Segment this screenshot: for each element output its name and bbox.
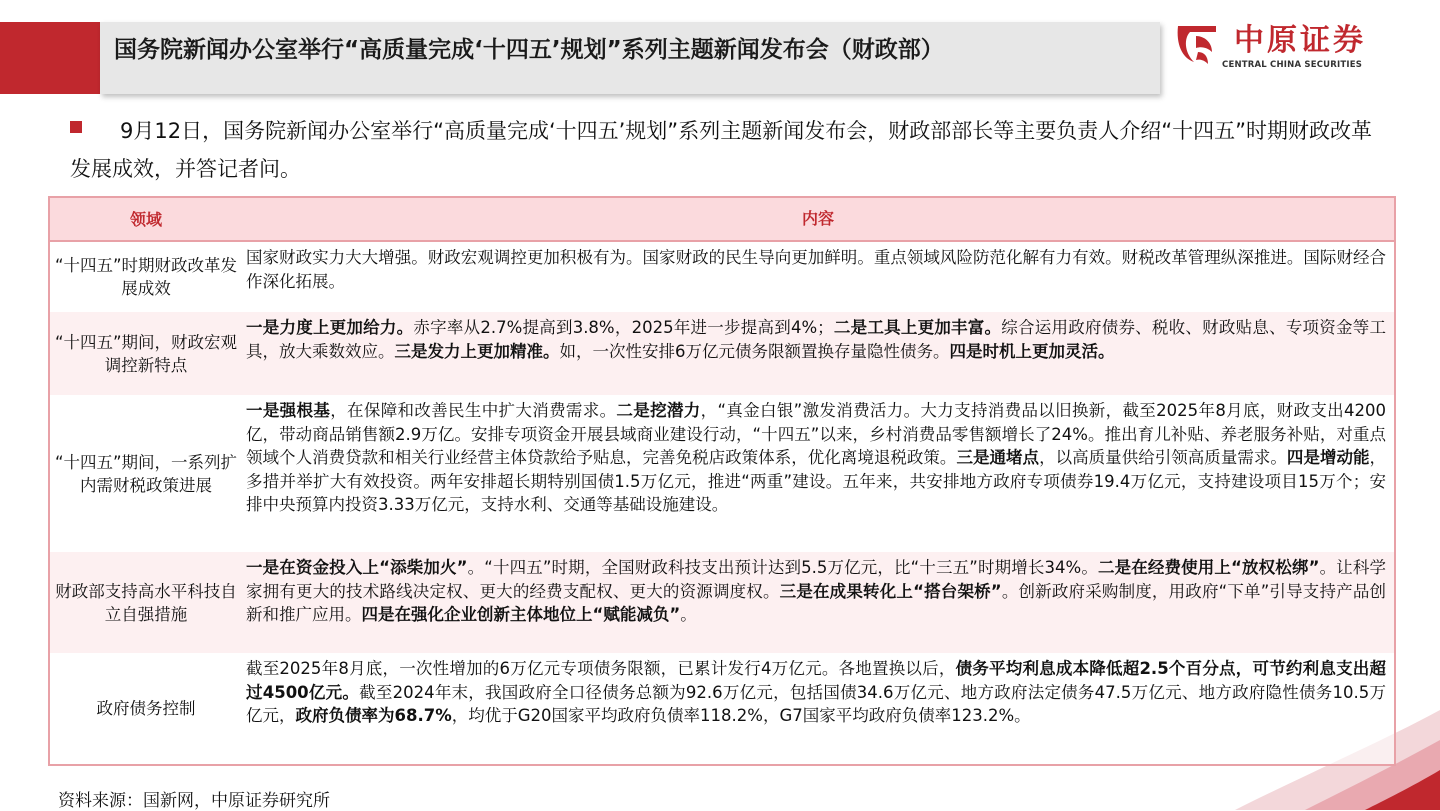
header-field: 领域 (129, 209, 162, 229)
logo-chinese-name: 中原证券 (1234, 23, 1366, 58)
text-segment: ，在保障和改善民生中扩大消费需求。 (330, 401, 617, 420)
policy-table (48, 196, 1396, 766)
bold-text-segment: 三是发力上更加精准。 (394, 341, 560, 361)
intro-paragraph: 9月12日，国务院新闻办公室举行“高质量完成‘十四五’规划”系列主题新闻发布会，财政部部长等主要负责人介绍“十四五”时期财政改革发展成效，并答记者问。 (70, 119, 1372, 181)
table-row (50, 395, 1394, 552)
bold-text-segment: 四是在强化企业创新主体地位上“赋能减负” (361, 605, 681, 624)
bold-text-segment: 政府负债率为68.7% (295, 706, 452, 725)
bold-text-segment: 四是时机上更加灵活。 (949, 341, 1115, 361)
row-content (242, 312, 1394, 395)
table-row (50, 653, 1394, 764)
bold-text-segment: 一是在资金投入上“添柴加火” (246, 558, 468, 577)
text-segment: 。“十四五”时期，全国财政科技支出预计达到5.5万亿元，比“十三五”时期增长34%。 (467, 558, 1098, 577)
row-field: “十四五”期间，财政宏观调控新特点 (54, 332, 238, 375)
bold-text-segment: 三是通堵点 (956, 448, 1040, 467)
bold-text-segment: 二是挖潜力 (616, 401, 701, 420)
logo-english-name: CENTRAL CHINA SECURITIES (1222, 60, 1363, 70)
logo-mark-icon (1172, 22, 1222, 70)
bold-text-segment: 一是强根基 (246, 401, 331, 420)
text-segment: ，以高质量供给引领高质量需求。 (1039, 448, 1287, 467)
table-row (50, 242, 1394, 312)
header-accent-block (0, 22, 100, 94)
table-header-row (50, 198, 1394, 242)
row-field: 政府债务控制 (96, 699, 196, 718)
bold-text-segment: 二是工具上更加丰富。 (833, 318, 1002, 337)
bold-text-segment: 二是在经费使用上“放权松绑” (1097, 558, 1320, 577)
text-segment: 截至2024年末，我国政府全口径债务总额为92.6万亿元，包括国债34.6万亿元、地方政府法定债务47.5万亿元、地方政府隐性债务10.5万亿元， (246, 682, 1386, 725)
table-row (50, 312, 1394, 395)
text-segment: 。 (680, 605, 697, 624)
bold-text-segment: 债务平均利息成本降低超2.5个百分点，可节约利息支出超过4500亿元。 (246, 659, 1386, 702)
bold-text-segment: 三是在成果转化上“搭台架桥” (779, 581, 1002, 601)
bold-text-segment: 一是力度上更加给力。 (246, 318, 414, 337)
row-content (242, 242, 1394, 312)
company-logo (1172, 22, 1412, 74)
text-segment: ，多措并举扩大有效投资。两年安排超长期特别国债1.5万亿元，推进“两重”建设。五年来，共安排地方政府专项债券19.4万亿元，支持建设项目15万个；安排中央预算内投资3.33万亿元，支持水利、交通等基础设施建设。 (246, 448, 1387, 514)
row-field: “十四五”时期财政改革发展成效 (54, 256, 238, 298)
row-content (242, 552, 1394, 653)
row-content (242, 395, 1394, 552)
text-segment: ，均优于G20国家平均政府负债率118.2%，G7国家平均政府负债率123.2%。 (451, 706, 1031, 725)
text-segment: 如，一次性安排6万亿元债务限额置换存量隐性债务。 (559, 341, 950, 361)
bold-text-segment: 四是增动能 (1286, 448, 1370, 467)
text-segment: 赤字率从2.7%提高到3.8%，2025年进一步提高到4%； (413, 318, 834, 337)
text-segment: ，“真金白银”激发消费活力。大力支持消费品以旧换新，截至2025年8月底，财政支出4200亿，带动商品销售额2.9万亿。安排专项资金开展县域商业建设行动，“十四五”以来，乡村消费品零售额增长了24%。推出育儿补贴、养老服务补贴，对重点领域个人消费贷款和相关行业经营主体贷款给予贴息，完善免税店政策体系，优化离境退税政策。 (246, 401, 1387, 467)
text-segment: 。创新政府采购制度，用政府“下单”引导支持产品创新和推广应用。 (246, 581, 1386, 624)
text-segment: 综合运用政府债券、税收、财政贴息、专项资金等工具，放大乘数效应。 (246, 318, 1387, 361)
text-segment: 截至2025年8月底，一次性增加的6万亿元专项债务限额，已累计发行4万亿元。各地置换以后， (246, 659, 956, 678)
header-content: 内容 (801, 209, 834, 229)
source-note: 资料来源：国新网，中原证券研究所 (58, 791, 330, 811)
row-field: “十四五”期间，一系列扩内需财税政策进展 (54, 452, 238, 495)
page-title: 国务院新闻办公室举行“高质量完成‘十四五’规划”系列主题新闻发布会（财政部） (114, 37, 944, 63)
table-row (50, 552, 1394, 653)
text-segment: 。让科学家拥有更大的技术路线决定权、更大的经费支配权、更大的资源调度权。 (246, 558, 1386, 601)
text-segment: 国家财政实力大大增强。财政宏观调控更加积极有为。国家财政的民生导向更加鲜明。重点领域风险防范化解有力有效。财税改革管理纵深推进。国际财经合作深化拓展。 (246, 248, 1386, 291)
row-content (242, 653, 1394, 764)
row-field: 财政部支持高水平科技自立自强措施 (55, 581, 237, 624)
